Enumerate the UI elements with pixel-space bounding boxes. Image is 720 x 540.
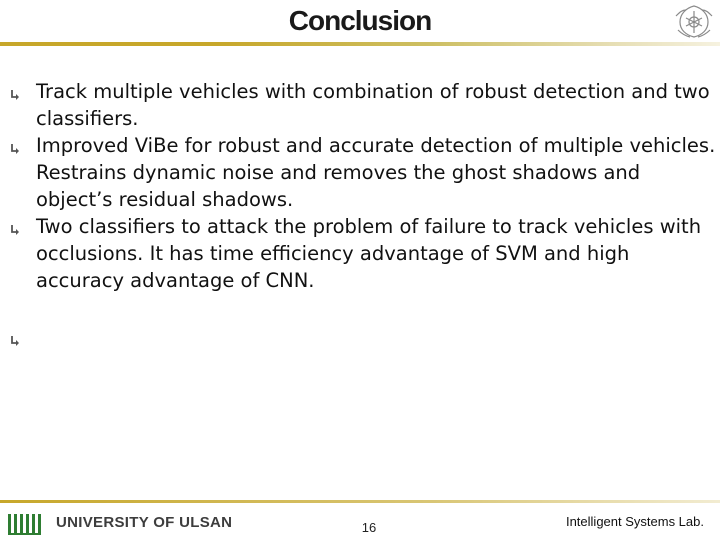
footer-divider [0, 500, 720, 503]
bullet-item [0, 78, 720, 132]
university-logo-icon [6, 510, 48, 536]
bullet-text: Track multiple vehicles with combination of robust detection and two classifiers. [36, 80, 710, 130]
page-number: 16 [361, 520, 377, 535]
bullet-list [0, 78, 720, 294]
university-name: UNIVERSITY OF ULSAN [56, 514, 233, 531]
bullet-text: Two classifiers to attack the problem of failure to track vehicles with occlusions. It has time efficiency advantage of SVM and high accuracy advantage of CNN. [36, 215, 702, 292]
bullet-item [0, 132, 720, 213]
bullet-text: Improved ViBe for robust and accurate detection of multiple vehicles. Restrains dynamic noise and removes the ghost shadows and object’s residual shadows. [36, 134, 716, 211]
bullet-arrow-icon [8, 88, 22, 102]
empty-bullet-arrow-icon [8, 334, 22, 348]
bullet-item [0, 213, 720, 294]
bullet-arrow-icon [8, 142, 22, 156]
slide-title: Conclusion [288, 5, 432, 36]
university-emblem-icon [672, 2, 716, 40]
lab-name: Intelligent Systems Lab. [565, 514, 704, 529]
header-divider [0, 42, 720, 46]
bullet-arrow-icon [8, 223, 22, 237]
